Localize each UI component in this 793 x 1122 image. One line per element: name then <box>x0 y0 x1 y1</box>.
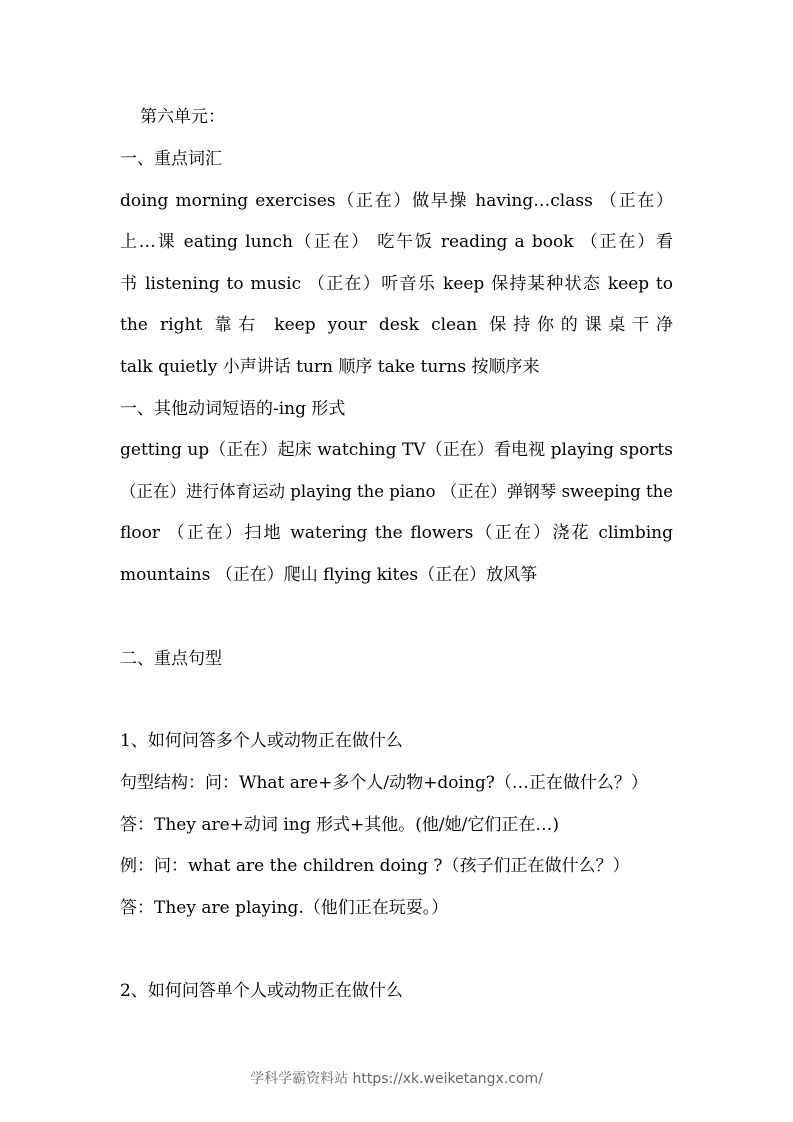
vocab-line-2: 上…课 eating lunch（正在） 吃午饭 reading a book （正在）看 <box>120 232 673 252</box>
pattern-1-example-question: 例：问：what are the children doing ?（孩子们正在做什么？） <box>120 856 630 876</box>
section-heading-ing-forms: 一、其他动词短语的-ing 形式 <box>120 399 346 419</box>
vocab-line-1: doing morning exercises（正在）做早操 having…class （正在） <box>120 191 673 211</box>
vocab-line-3: 书 listening to music （正在）听音乐 keep 保持某种状态 keep to <box>120 274 673 294</box>
footer-watermark: 学科学霸资料站 https://xk.weiketangx.com/ <box>250 1071 543 1087</box>
ing-line-4: mountains （正在）爬山 flying kites（正在）放风筝 <box>120 565 538 585</box>
pattern-1-structure-question: 句型结构：问：What are+多个人/动物+doing?（…正在做什么？） <box>120 773 648 793</box>
ing-line-3: floor （正在）扫地 watering the flowers（正在）浇花 climbing <box>120 523 673 543</box>
vocab-line-5: talk quietly 小声讲话 turn 顺序 take turns 按顺序来 <box>120 357 540 377</box>
vocab-line-4: the right 靠右 keep your desk clean 保持你的课桌干净 <box>120 315 673 335</box>
pattern-2-title: 2、如何问答单个人或动物正在做什么 <box>120 981 403 1001</box>
pattern-1-example-answer: 答：They are playing.（他们正在玩耍。） <box>120 898 449 918</box>
section-heading-sentences: 二、重点句型 <box>120 649 222 669</box>
ing-line-1: getting up（正在）起床 watching TV（正在）看电视 playing sports <box>120 440 673 460</box>
ing-line-2: （正在）进行体育运动 playing the piano （正在）弹钢琴 sweeping the <box>120 482 673 501</box>
pattern-1-title: 1、如何问答多个人或动物正在做什么 <box>120 731 403 751</box>
pattern-1-structure-answer: 答：They are+动词 ing 形式+其他。(他/她/它们正在…) <box>120 815 559 835</box>
section-heading-vocabulary: 一、重点词汇 <box>120 149 222 169</box>
unit-title: 第六单元： <box>140 107 225 127</box>
